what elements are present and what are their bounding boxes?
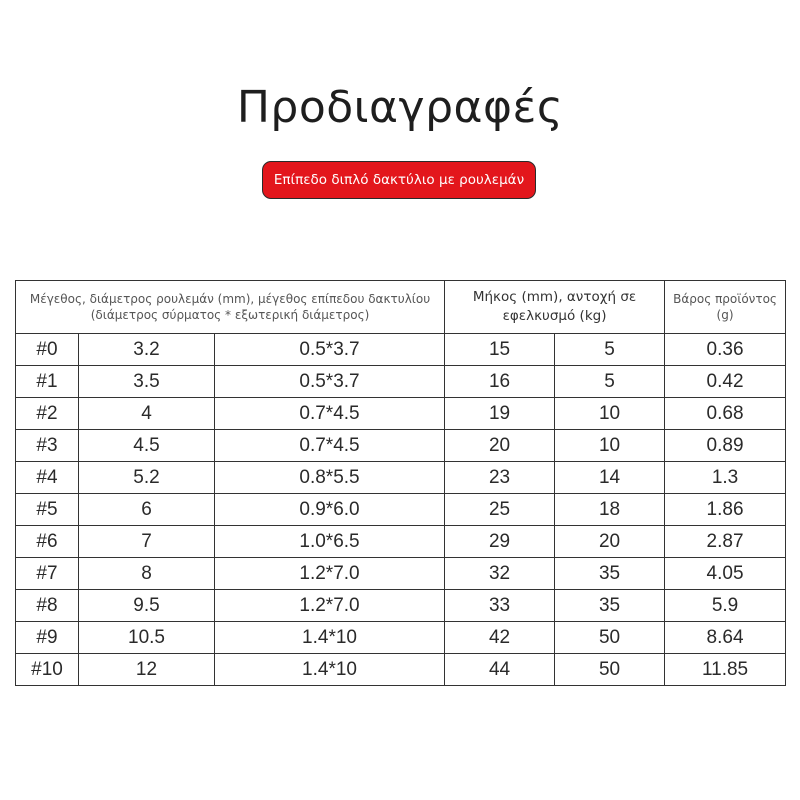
table-row (16, 654, 786, 686)
product-type-badge: Επίπεδο διπλό δακτύλιο με ρουλεμάν (262, 161, 536, 199)
cell-weight: 0.36 (665, 334, 786, 366)
cell-tensile-strength: 14 (555, 462, 665, 494)
cell-size: #8 (16, 590, 79, 622)
cell-tensile-strength: 5 (555, 366, 665, 398)
table-row (16, 398, 786, 430)
cell-tensile-strength: 10 (555, 430, 665, 462)
cell-ring-size: 0.8*5.5 (215, 462, 445, 494)
cell-size: #6 (16, 526, 79, 558)
cell-ring-size: 1.2*7.0 (215, 590, 445, 622)
cell-bearing-diameter: 3.2 (79, 334, 215, 366)
cell-weight: 2.87 (665, 526, 786, 558)
cell-ring-size: 1.0*6.5 (215, 526, 445, 558)
cell-ring-size: 0.5*3.7 (215, 334, 445, 366)
cell-ring-size: 0.7*4.5 (215, 398, 445, 430)
header-size-bearing-label: Μέγεθος, διάμετρος ρουλεμάν (mm), μέγεθος επίπεδου δακτυλίου (διάμετρος σύρματος * εξωτερική διάμετρος) (29, 292, 431, 322)
cell-ring-size: 1.4*10 (215, 654, 445, 686)
cell-size: #3 (16, 430, 79, 462)
cell-size: #9 (16, 622, 79, 654)
table-row (16, 462, 786, 494)
cell-tensile-strength: 20 (555, 526, 665, 558)
table-body (16, 334, 786, 686)
table-row (16, 622, 786, 654)
header-size-bearing (16, 281, 445, 334)
cell-bearing-diameter: 7 (79, 526, 215, 558)
cell-weight: 1.86 (665, 494, 786, 526)
cell-tensile-strength: 18 (555, 494, 665, 526)
cell-size: #4 (16, 462, 79, 494)
cell-bearing-diameter: 6 (79, 494, 215, 526)
cell-tensile-strength: 35 (555, 590, 665, 622)
cell-bearing-diameter: 9.5 (79, 590, 215, 622)
spec-table (15, 280, 786, 686)
cell-tensile-strength: 10 (555, 398, 665, 430)
header-weight-label: Βάρος προϊόντος (g) (673, 292, 777, 322)
cell-bearing-diameter: 8 (79, 558, 215, 590)
cell-size: #10 (16, 654, 79, 686)
cell-ring-size: 0.5*3.7 (215, 366, 445, 398)
cell-length: 29 (445, 526, 555, 558)
cell-length: 16 (445, 366, 555, 398)
cell-bearing-diameter: 4.5 (79, 430, 215, 462)
cell-length: 15 (445, 334, 555, 366)
table-header-row (16, 281, 786, 334)
cell-tensile-strength: 5 (555, 334, 665, 366)
cell-ring-size: 1.2*7.0 (215, 558, 445, 590)
table-row (16, 590, 786, 622)
table-row (16, 430, 786, 462)
cell-weight: 5.9 (665, 590, 786, 622)
cell-bearing-diameter: 4 (79, 398, 215, 430)
table-row (16, 558, 786, 590)
cell-tensile-strength: 35 (555, 558, 665, 590)
cell-weight: 1.3 (665, 462, 786, 494)
cell-length: 44 (445, 654, 555, 686)
table-row (16, 366, 786, 398)
cell-length: 20 (445, 430, 555, 462)
cell-ring-size: 0.7*4.5 (215, 430, 445, 462)
cell-weight: 11.85 (665, 654, 786, 686)
cell-weight: 0.42 (665, 366, 786, 398)
cell-weight: 0.89 (665, 430, 786, 462)
header-weight (665, 281, 786, 334)
cell-size: #5 (16, 494, 79, 526)
cell-length: 23 (445, 462, 555, 494)
cell-bearing-diameter: 12 (79, 654, 215, 686)
cell-weight: 0.68 (665, 398, 786, 430)
cell-bearing-diameter: 3.5 (79, 366, 215, 398)
cell-tensile-strength: 50 (555, 622, 665, 654)
cell-length: 25 (445, 494, 555, 526)
cell-size: #1 (16, 366, 79, 398)
cell-bearing-diameter: 10.5 (79, 622, 215, 654)
table-row (16, 494, 786, 526)
table-row (16, 526, 786, 558)
cell-bearing-diameter: 5.2 (79, 462, 215, 494)
header-length-strength-label: Μήκος (mm), αντοχή σε εφελκυσμό (kg) (472, 289, 637, 324)
cell-weight: 8.64 (665, 622, 786, 654)
cell-size: #0 (16, 334, 79, 366)
table-row (16, 334, 786, 366)
cell-length: 19 (445, 398, 555, 430)
cell-ring-size: 1.4*10 (215, 622, 445, 654)
cell-weight: 4.05 (665, 558, 786, 590)
cell-length: 32 (445, 558, 555, 590)
cell-size: #7 (16, 558, 79, 590)
cell-tensile-strength: 50 (555, 654, 665, 686)
cell-size: #2 (16, 398, 79, 430)
header-length-strength (445, 281, 665, 334)
page-title: Προδιαγραφές (236, 82, 564, 133)
cell-ring-size: 0.9*6.0 (215, 494, 445, 526)
cell-length: 33 (445, 590, 555, 622)
cell-length: 42 (445, 622, 555, 654)
